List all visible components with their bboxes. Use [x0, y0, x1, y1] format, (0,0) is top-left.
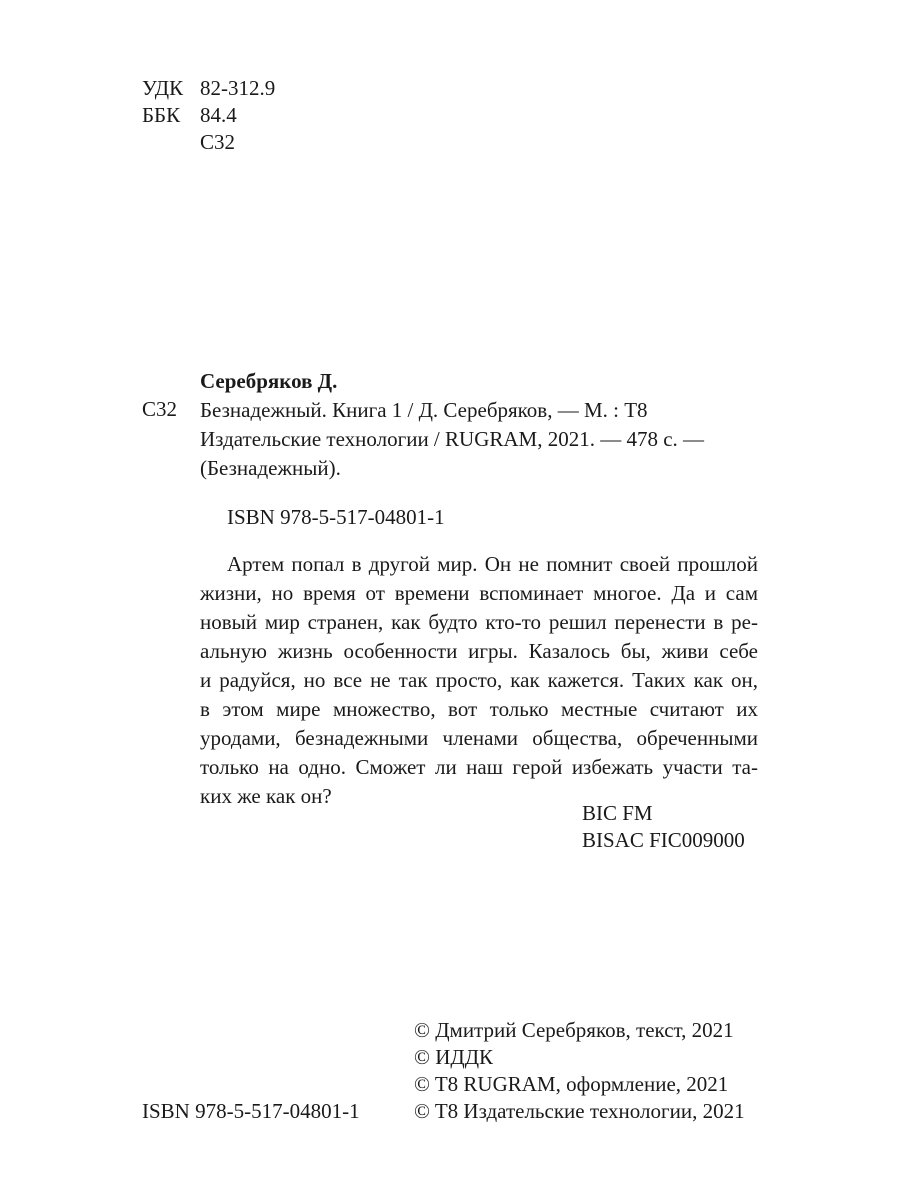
annotation-line: и радуйся, но все не так просто, как кажется. Таких как он, — [200, 668, 758, 692]
bbk-label: ББК — [142, 103, 181, 127]
annotation-line: только на одно. Сможет ли наш герой избежать участи та- — [200, 755, 758, 779]
bib-line: Безнадежный. Книга 1 / Д. Серебряков, — М. : T8 — [200, 398, 648, 422]
copyright-line: © T8 RUGRAM, оформление, 2021 — [414, 1072, 729, 1096]
annotation-line: новый мир странен, как будто кто-то решил перенести в ре- — [200, 610, 758, 634]
udk-value: 82-312.9 — [200, 76, 276, 100]
bibliographic-description — [200, 396, 760, 483]
copyright-line: © T8 Издательские технологии, 2021 — [414, 1099, 745, 1123]
copyright-block — [414, 1017, 745, 1125]
udk-label: УДК — [142, 76, 184, 100]
author-heading: Серебряков Д. — [200, 369, 338, 393]
author-sign-top: С32 — [200, 130, 236, 154]
annotation-line: Артем попал в другой мир. Он не помнит своей прошлой — [227, 552, 758, 576]
author-sign: С32 — [142, 397, 178, 421]
bib-line: (Безнадежный). — [200, 456, 341, 480]
bic-code: BIC FM — [582, 801, 653, 825]
annotation-line: в этом мире множество, вот только местные считают их — [200, 697, 758, 721]
annotation-line: уродами, безнадежными членами общества, обреченными — [200, 726, 758, 750]
annotation-line: ких же как он? — [200, 784, 332, 808]
copyright-line: © ИДДК — [414, 1045, 494, 1069]
isbn-record: ISBN 978-5-517-04801-1 — [227, 505, 445, 529]
isbn-bottom: ISBN 978-5-517-04801-1 — [142, 1099, 360, 1123]
bisac-code: BISAC FIC009000 — [582, 828, 745, 852]
bbk-value: 84.4 — [200, 103, 237, 127]
copyright-line: © Дмитрий Серебряков, текст, 2021 — [414, 1018, 734, 1042]
annotation-line: жизни, но время от времени вспоминает многое. Да и сам — [200, 581, 758, 605]
annotation-line: альную жизнь особенности игры. Казалось бы, живи себе — [200, 639, 758, 663]
bib-line: Издательские технологии / RUGRAM, 2021. — 478 с. — — [200, 427, 705, 451]
annotation — [200, 550, 758, 811]
